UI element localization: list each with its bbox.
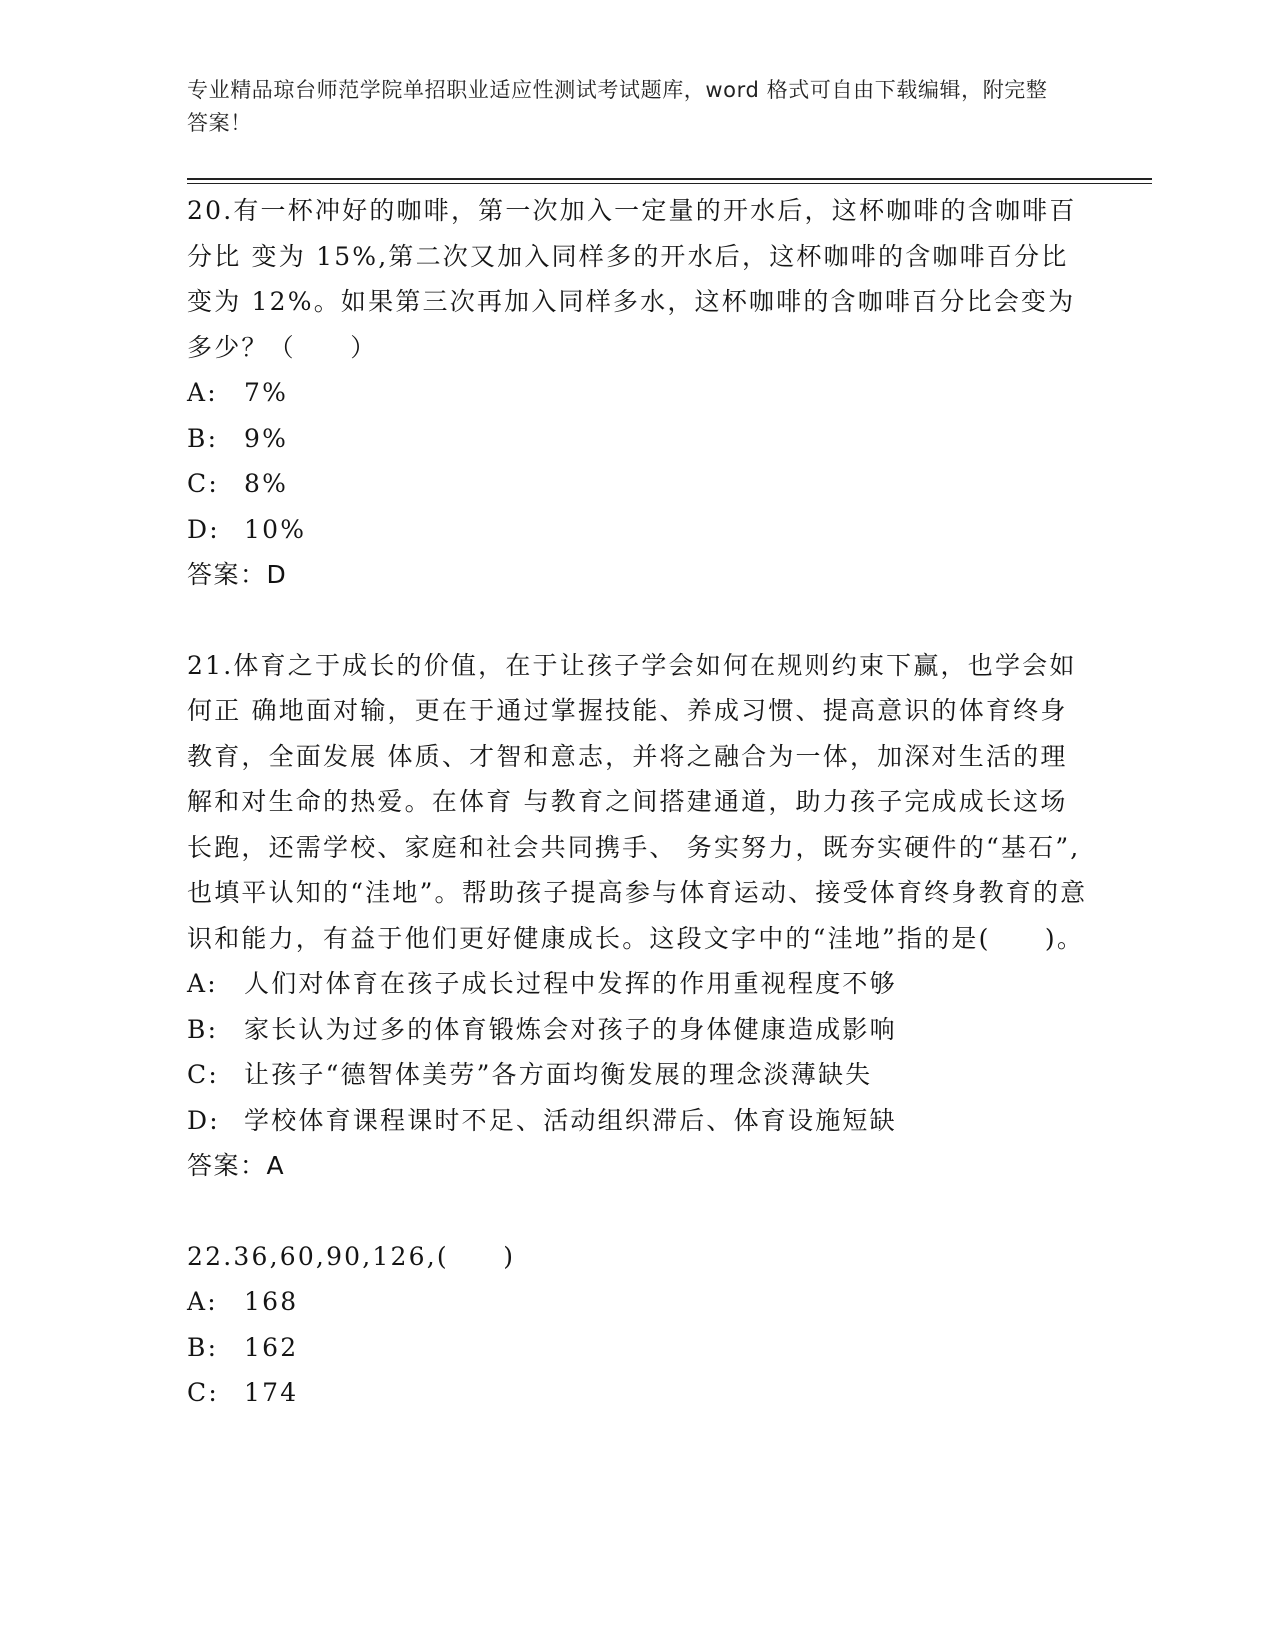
option-text: 10% xyxy=(244,514,307,544)
option-key: B: xyxy=(187,1332,219,1362)
option-list xyxy=(187,1279,1092,1416)
question-20 xyxy=(187,188,1092,598)
option-key: D: xyxy=(187,1105,220,1135)
option-c xyxy=(187,1370,1092,1416)
spacer xyxy=(187,1189,1092,1234)
question-stem: 22.36,60,90,126,( ) xyxy=(187,1241,516,1271)
option-text: 174 xyxy=(244,1378,299,1407)
option-key: A: xyxy=(187,969,218,998)
page-header: 专业精品琼台师范学院单招职业适应性测试考试题库，word 格式可自由下载编辑，附完整答案！ xyxy=(187,78,1048,135)
header-divider-thick xyxy=(187,178,1152,180)
option-b xyxy=(187,1007,1092,1053)
option-c xyxy=(187,461,1092,507)
option-key: A: xyxy=(187,378,218,407)
answer-line: 答案：D xyxy=(187,560,288,589)
header-divider-thin xyxy=(187,183,1152,184)
option-text: 9% xyxy=(244,423,289,453)
option-key: D: xyxy=(187,514,220,544)
option-text: 让孩子“德智体美劳”各方面均衡发展的理念淡薄缺失 xyxy=(244,1060,873,1089)
option-key: B: xyxy=(187,1014,219,1044)
option-d xyxy=(187,507,1092,553)
option-d xyxy=(187,1098,1092,1144)
option-key: A: xyxy=(187,1287,218,1316)
answer-line: 答案：A xyxy=(187,1151,286,1180)
option-a xyxy=(187,961,1092,1007)
option-text: 家长认为过多的体育锻炼会对孩子的身体健康造成影响 xyxy=(244,1014,897,1044)
option-b xyxy=(187,416,1092,462)
option-b xyxy=(187,1325,1092,1371)
option-list xyxy=(187,961,1092,1143)
option-key: B: xyxy=(187,423,219,453)
option-text: 7% xyxy=(244,378,289,407)
option-text: 162 xyxy=(244,1332,299,1362)
question-list xyxy=(187,188,1092,1416)
option-key: C: xyxy=(187,469,219,498)
spacer xyxy=(187,598,1092,643)
option-a xyxy=(187,370,1092,416)
option-text: 学校体育课程课时不足、活动组织滞后、体育设施短缺 xyxy=(244,1105,897,1135)
question-stem: 20.有一杯冲好的咖啡，第一次加入一定量的开水后，这杯咖啡的含咖啡百分比 变为 15%,第二次又加入同样多的开水后，这杯咖啡的含咖啡百分比变为 12%。如果第三次再加入同样多水，这杯咖啡的含咖啡百分比会变为多少？（ ） xyxy=(187,196,1077,362)
option-a xyxy=(187,1279,1092,1325)
option-list xyxy=(187,370,1092,552)
option-text: 8% xyxy=(244,469,289,498)
option-text: 人们对体育在孩子成长过程中发挥的作用重视程度不够 xyxy=(244,969,897,998)
option-text: 168 xyxy=(244,1287,299,1316)
option-key: C: xyxy=(187,1060,219,1089)
question-22 xyxy=(187,1234,1092,1416)
question-stem: 21.体育之于成长的价值，在于让孩子学会如何在规则约束下赢，也学会如何正 确地面对输，更在于通过掌握技能、养成习惯、提高意识的体育终身教育，全面发展 体质、才智和意志，并将之融合为一体，加深对生活的理解和对生命的热爱。在体育 与教育之间搭建通道，助力孩子完成成长这场长跑，还需学校、家庭和社会共同携手、 务实努力，既夯实硬件的“基石”,也填平认知的“洼地”。帮助孩子提高参与体育运动、接受体育终身教育的意识和能力，有益于他们更好健康成长。这段文字中的“洼地”指的是( )。 xyxy=(187,650,1088,953)
option-key: C: xyxy=(187,1378,219,1407)
option-c xyxy=(187,1052,1092,1098)
question-21 xyxy=(187,643,1092,1189)
